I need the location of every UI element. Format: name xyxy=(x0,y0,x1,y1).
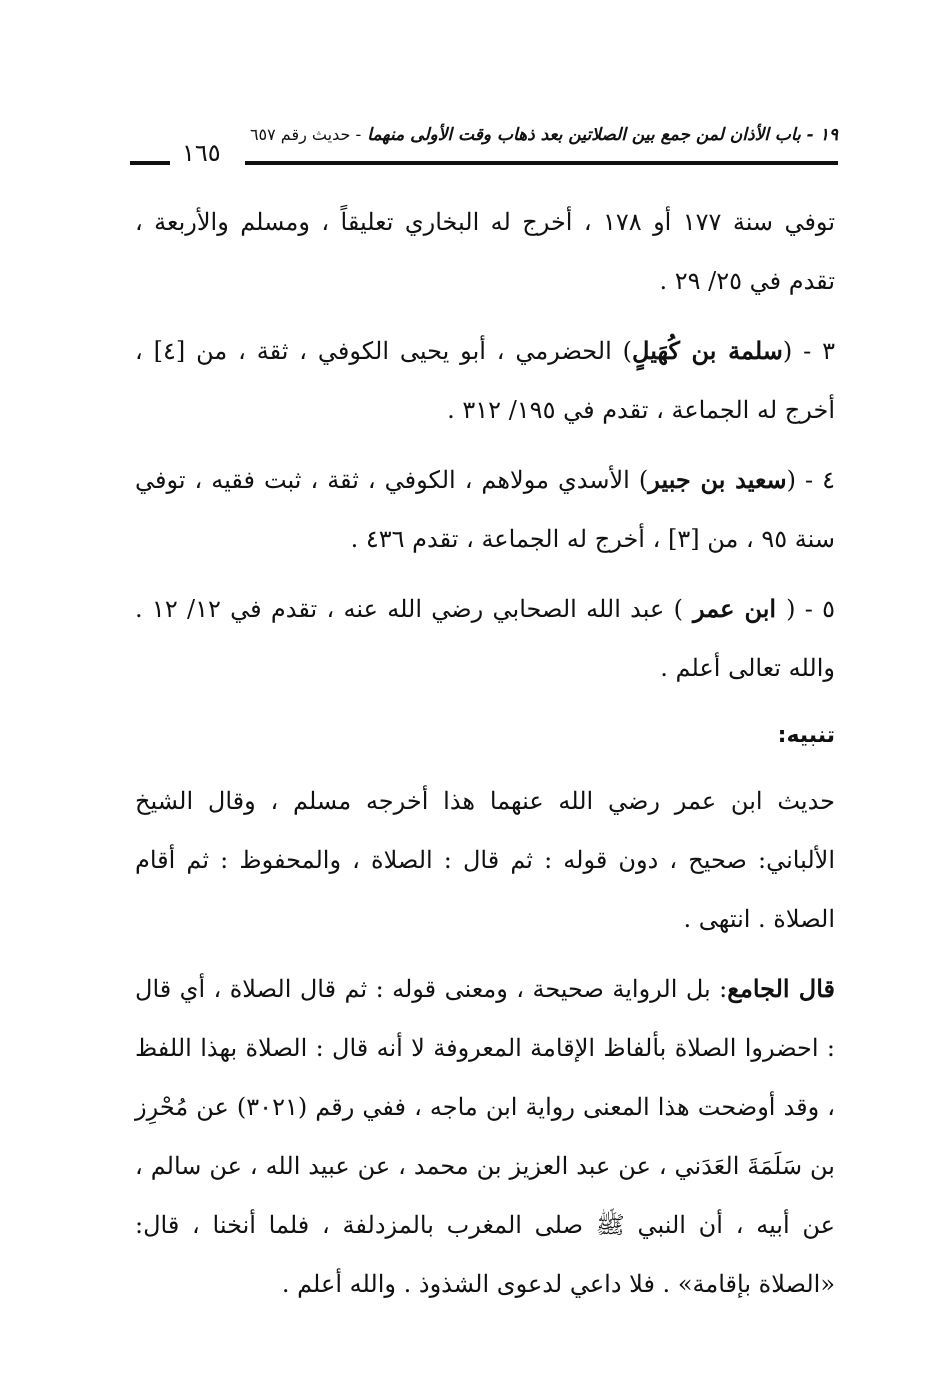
narrator-details: ) عبد الله الصحابي رضي الله عنه ، تقدم في ١٢/ ١٢ . والله تعالى أعلم . xyxy=(135,595,835,682)
hadith-reference: - حديث رقم ٦٥٧ xyxy=(249,125,362,144)
paragraph-1: توفي سنة ١٧٧ أو ١٧٨ ، أخرج له البخاري تعليقاً ، ومسلم والأربعة ، تقدم في ٢٥/ ٢٩ . xyxy=(135,208,835,295)
paragraph-narrator-4 xyxy=(135,450,835,569)
narrator-details: ) الأسدي مولاهم ، الكوفي ، ثقة ، ثبت فقيه ، توفي سنة ٩٥ ، من [٣] ، أخرج له الجماعة ، تقدم ٤٣٦ . xyxy=(135,466,835,553)
paragraph-commentary xyxy=(135,959,835,1314)
commentary-label: قال الجامع xyxy=(727,974,835,1003)
narrator-details: ) الحضرمي ، أبو يحيى الكوفي ، ثقة ، من [٤] ، أخرج له الجماعة ، تقدم في ١٩٥/ ٣١٢ . xyxy=(135,337,835,424)
narrator-name: سعيد بن جبير xyxy=(648,465,787,494)
narrator-number: ٣ - ( xyxy=(782,337,835,365)
narrator-name: سلمة بن كُهَيلٍ xyxy=(632,336,783,365)
paragraph-narrator-3 xyxy=(135,321,835,440)
narrator-number: ٤ - ( xyxy=(786,466,836,494)
paragraph-narrator-5 xyxy=(135,579,835,698)
running-header xyxy=(130,125,838,173)
commentary-text: : بل الرواية صحيحة ، ومعنى قوله : ثم قال الصلاة ، أي قال : احضروا الصلاة بألفاظ الإقامة المعروفة لا أنه قال : الصلاة بهذا اللفظ ، وقد أوضحت هذا المعنى رواية ابن ماجه ، ففي رقم (٣٠٢١) عن مُحْرِز بن سَلَمَةَ العَدَني ، عن عبد العزيز بن محمد ، عن عبيد الله ، عن سالم ، عن أبيه ، أن النبي ﷺ صلى المغرب بالمزدلفة ، فلما أنخنا ، قال: «الصلاة بإقامة» . فلا داعي لدعوى الشذوذ . والله أعلم . xyxy=(135,975,836,1298)
header-rule-short xyxy=(130,161,170,165)
narrator-number: ٥ - ( xyxy=(786,595,836,623)
page-number: ١٦٥ xyxy=(182,139,221,167)
main-text xyxy=(135,193,835,1324)
chapter-title xyxy=(250,125,838,145)
header-rule xyxy=(245,161,838,165)
paragraph-note: حديث ابن عمر رضي الله عنهما هذا أخرجه مسلم ، وقال الشيخ الألباني: صحيح ، دون قوله : ثم قال : الصلاة ، والمحفوظ : ثم أقام الصلاة . انتهى . xyxy=(135,787,835,933)
narrator-name: ابن عمر xyxy=(682,594,787,623)
section-heading: تنبيه: xyxy=(777,723,835,748)
chapter-title-text: ١٩ - باب الأذان لمن جمع بين الصلاتين بعد ذهاب وقت الأولى منهما xyxy=(367,125,838,145)
